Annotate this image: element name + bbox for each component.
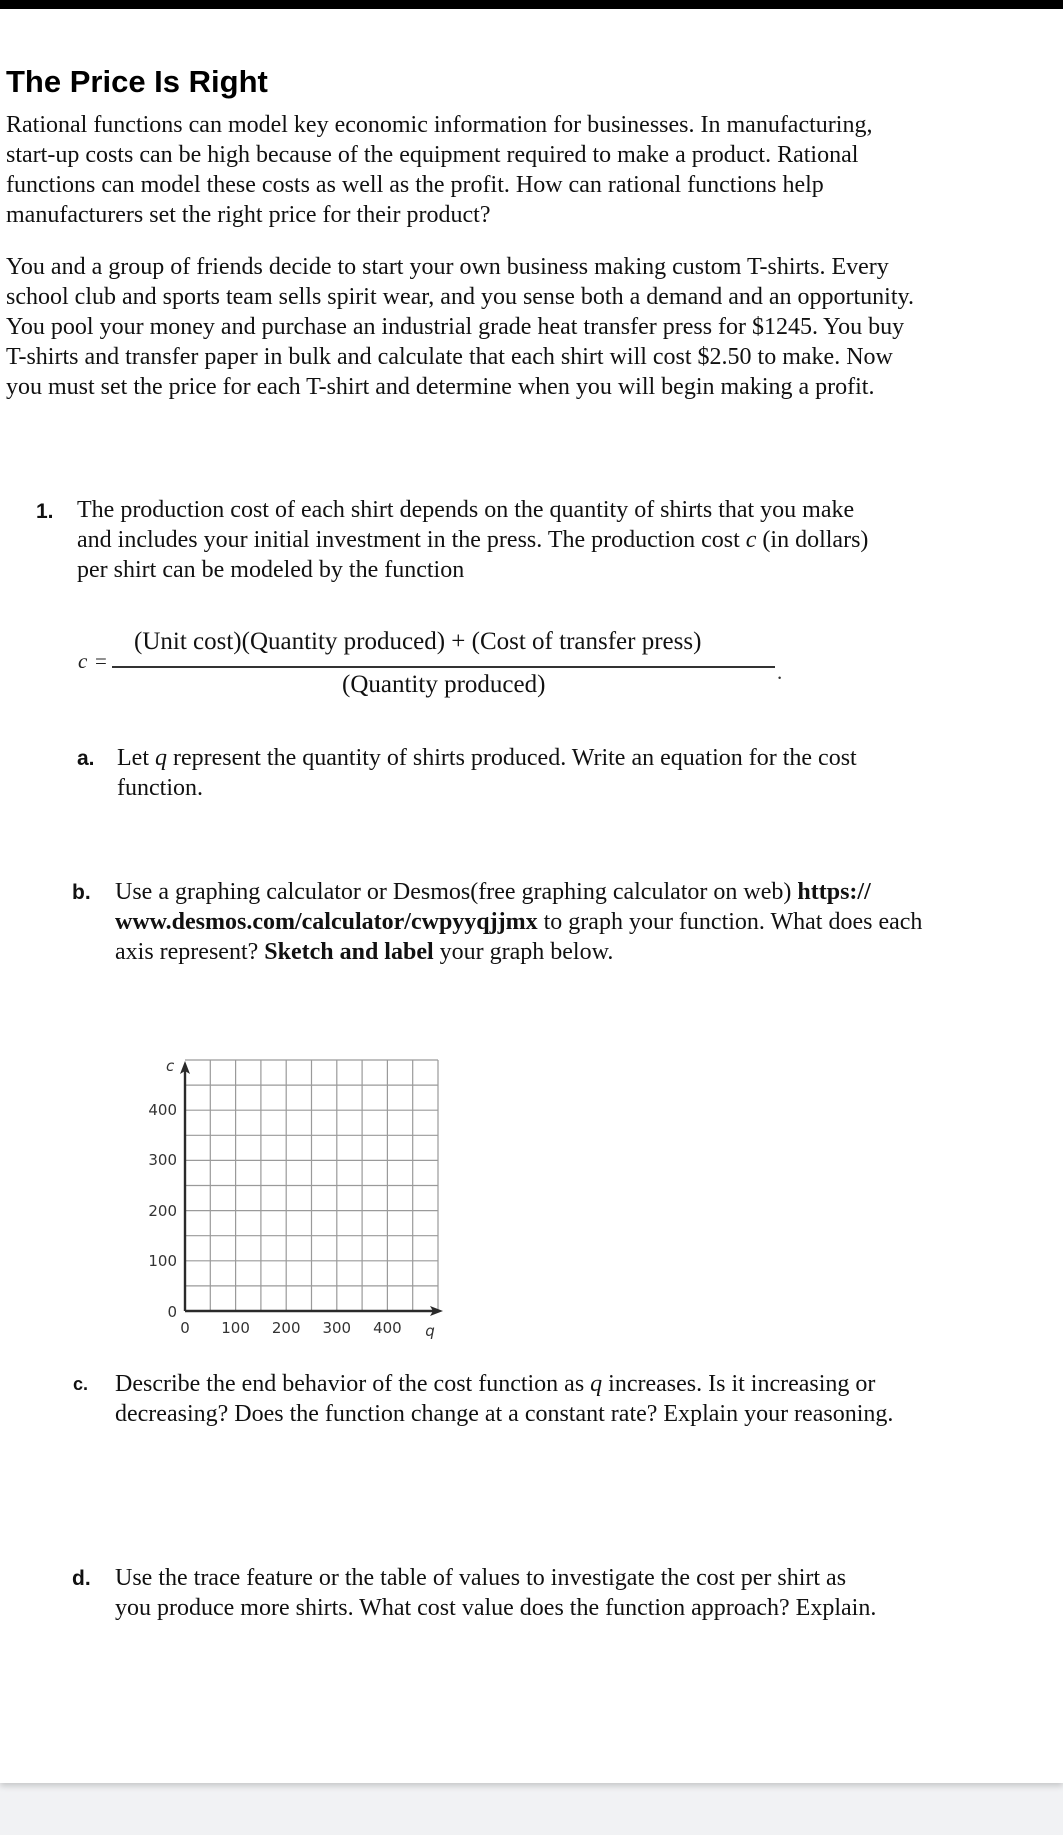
x-tick-100: 100 xyxy=(221,1319,250,1337)
y-tick-300: 300 xyxy=(148,1151,177,1169)
part-a-line-2: function. xyxy=(117,775,203,801)
equation-period: . xyxy=(777,660,783,684)
fraction-bar xyxy=(112,666,775,668)
part-b-line-1 xyxy=(115,877,871,907)
part-a-label: a. xyxy=(77,747,95,770)
scenario-line-3: You pool your money and purchase an industrial grade heat transfer press for $1245. You buy xyxy=(6,314,905,340)
x-axis-label: q xyxy=(425,1322,435,1340)
part-d-label: d. xyxy=(72,1567,91,1590)
part-d-line-2: you produce more shirts. What cost value does the function approach? Explain. xyxy=(115,1595,877,1621)
x-tick-400: 400 xyxy=(373,1319,402,1337)
part-b-text-2: to graph your function. What does each xyxy=(537,909,923,935)
question-1-line-1: The production cost of each shirt depends on the quantity of shirts that you make xyxy=(77,497,855,523)
part-b-line-3 xyxy=(115,937,613,967)
desmos-link-part-2[interactable]: www.desmos.com/calculator/cwpyyqjjmx xyxy=(115,909,538,935)
intro-line-1: Rational functions can model key economic information for businesses. In manufacturing, xyxy=(6,112,873,138)
part-b-label: b. xyxy=(72,881,91,904)
x-tick-0: 0 xyxy=(180,1319,190,1337)
y-tick-0: 0 xyxy=(167,1303,177,1321)
scenario-line-2: school club and sports team sells spirit wear, and you sense both a demand and an opportunity. xyxy=(6,284,914,310)
top-bar xyxy=(0,0,1063,9)
page-title: The Price Is Right xyxy=(6,64,268,99)
desmos-link-part-1[interactable]: https:// xyxy=(797,879,871,905)
part-b-text-4: your graph below. xyxy=(433,939,614,965)
part-c-line-1 xyxy=(115,1369,875,1399)
scenario-line-5: you must set the price for each T-shirt and determine when you will begin making a profit. xyxy=(6,374,875,400)
intro-line-2: start-up costs can be high because of the equipment required to make a product. Rational xyxy=(6,142,859,168)
part-c-text-rest: increases. Is it increasing or xyxy=(602,1371,876,1397)
part-a-line-1 xyxy=(117,743,857,773)
question-1-text-units: (in dollars) xyxy=(756,527,869,553)
y-tick-400: 400 xyxy=(148,1101,177,1119)
y-tick-100: 100 xyxy=(148,1252,177,1270)
part-c-text: Describe the end behavior of the cost function as xyxy=(115,1371,591,1397)
equation-numerator: (Unit cost)(Quantity produced) + (Cost of transfer press) xyxy=(134,628,702,655)
part-b-text-3: axis represent? xyxy=(115,939,265,965)
equation-lhs: c xyxy=(78,649,88,673)
question-1-number: 1. xyxy=(36,500,54,523)
part-c-line-2: decreasing? Does the function change at a constant rate? Explain your reasoning. xyxy=(115,1401,894,1427)
part-a-text-rest: represent the quantity of shirts produced. Write an equation for the cost xyxy=(166,745,857,771)
part-a-text: Let xyxy=(117,745,155,771)
equation-denominator: (Quantity produced) xyxy=(342,671,546,698)
intro-line-3: functions can model these costs as well as the profit. How can rational functions help xyxy=(6,172,824,198)
sketch-and-label-emphasis: Sketch and label xyxy=(264,939,434,965)
variable-q: q xyxy=(590,1371,603,1397)
part-b-line-2 xyxy=(115,907,922,937)
variable-c: c xyxy=(745,527,757,553)
question-1-line-2 xyxy=(77,525,868,555)
y-tick-200: 200 xyxy=(148,1202,177,1220)
variable-q: q xyxy=(154,745,167,771)
x-tick-200: 200 xyxy=(271,1319,301,1337)
question-1-line-3: per shirt can be modeled by the function xyxy=(77,557,465,583)
part-d-line-1: Use the trace feature or the table of values to investigate the cost per shirt as xyxy=(115,1565,847,1591)
intro-line-4: manufacturers set the right price for their product? xyxy=(6,202,491,228)
equation-equals: = xyxy=(95,649,107,673)
scenario-line-4: T-shirts and transfer paper in bulk and calculate that each shirt will cost $2.50 to make. Now xyxy=(6,344,893,370)
x-tick-300: 300 xyxy=(322,1319,352,1337)
scenario-line-1: You and a group of friends decide to start your own business making custom T-shirts. Every xyxy=(6,254,889,280)
part-b-text: Use a graphing calculator or Desmos(free graphing calculator on web) xyxy=(115,879,798,905)
y-axis-label: c xyxy=(166,1057,175,1075)
part-c-label: c. xyxy=(73,1374,89,1394)
question-1-text: and includes your initial investment in the press. The production cost xyxy=(77,527,746,553)
